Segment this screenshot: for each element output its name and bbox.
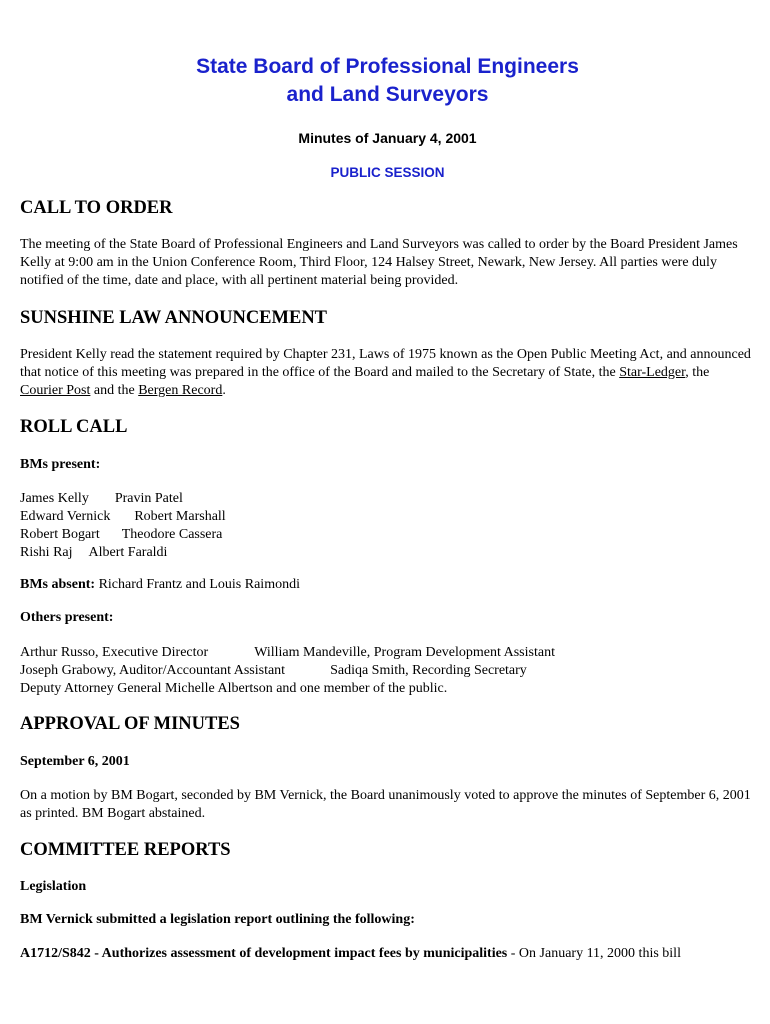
member-name: Edward Vernick [20,509,111,524]
sunshine-sep-1: , the [685,365,710,380]
member-name: Robert Marshall [134,509,226,524]
bill-text: - On January 11, 2000 this bill [507,946,681,961]
approval-date: September 6, 2001 [20,754,130,769]
title-line-2: and Land Surveyors [286,83,489,106]
others-row: Deputy Attorney General Michelle Albertson and one member of the public. [20,681,448,696]
others-row [20,662,755,680]
bill-id: A1712/S842 - Authorizes assessment of development impact fees by municipalities [20,946,508,961]
legislation-label: Legislation [20,879,87,894]
call-to-order-text: The meeting of the State Board of Professional Engineers and Land Surveyors was called to order by the Board President James Kelly at 9:00 am in the Union Conference Room, Third Floor, 124 Halsey Street, Newark, New Jersey. All parties were duly notified of the time, date and place, with all pertinent material being provided. [20,237,738,288]
other-person: William Mandeville, Program Development Assistant [254,645,555,660]
approval-heading: APPROVAL OF MINUTES [20,714,240,734]
committee-heading: COMMITTEE REPORTS [20,840,231,860]
sunshine-text [20,346,755,400]
present-row [20,490,755,508]
member-name: Pravin Patel [114,491,183,506]
absent-label: BMs absent: [20,577,96,592]
sunshine-text-body: President Kelly read the statement required by Chapter 231, Laws of 1975 known as the Open Public Meeting Act, and announced that notice of this meeting was prepared in the office of the Board and mailed to the Secretary of State, the [20,347,751,380]
approval-text: On a motion by BM Bogart, seconded by BM Vernick, the Board unanimously voted to approve the minutes of September 6, 2001 as printed. BM Bogart abstained. [20,788,751,821]
title-line-1: State Board of Professional Engineers [196,55,579,78]
present-row [20,544,755,562]
others-row [20,644,755,662]
legislation-intro: BM Vernick submitted a legislation report outlining the following: [20,912,415,927]
roll-call-heading: ROLL CALL [20,417,128,437]
bill-line [20,945,755,963]
member-name: Rishi Raj [20,545,73,560]
other-person: Joseph Grabowy, Auditor/Accountant Assistant [20,663,286,678]
session-label: PUBLIC SESSION [330,165,445,180]
member-name: James Kelly [20,491,89,506]
other-person: Arthur Russo, Executive Director [20,645,209,660]
document-title [20,53,755,109]
others-label: Others present: [20,610,114,625]
absent-line [20,576,755,594]
call-to-order-heading: CALL TO ORDER [20,198,173,218]
absent-text: Richard Frantz and Louis Raimondi [95,577,300,592]
document-page [20,0,755,961]
sunshine-sep-2: and the [90,383,139,398]
others-list [20,644,755,698]
present-row [20,508,755,526]
member-name: Theodore Cassera [121,527,223,542]
courier-post-link[interactable]: Courier Post [20,383,91,398]
sunshine-end: . [222,383,226,398]
bergen-record-link[interactable]: Bergen Record [138,383,223,398]
minutes-date: Minutes of January 4, 2001 [298,130,477,146]
present-label: BMs present: [20,457,101,472]
member-name: Robert Bogart [20,527,100,542]
present-row [20,526,755,544]
other-person: Sadiqa Smith, Recording Secretary [330,663,527,678]
sunshine-heading: SUNSHINE LAW ANNOUNCEMENT [20,308,328,328]
member-name: Albert Faraldi [88,545,168,560]
star-ledger-link[interactable]: Star-Ledger [619,365,686,380]
present-list [20,490,755,562]
